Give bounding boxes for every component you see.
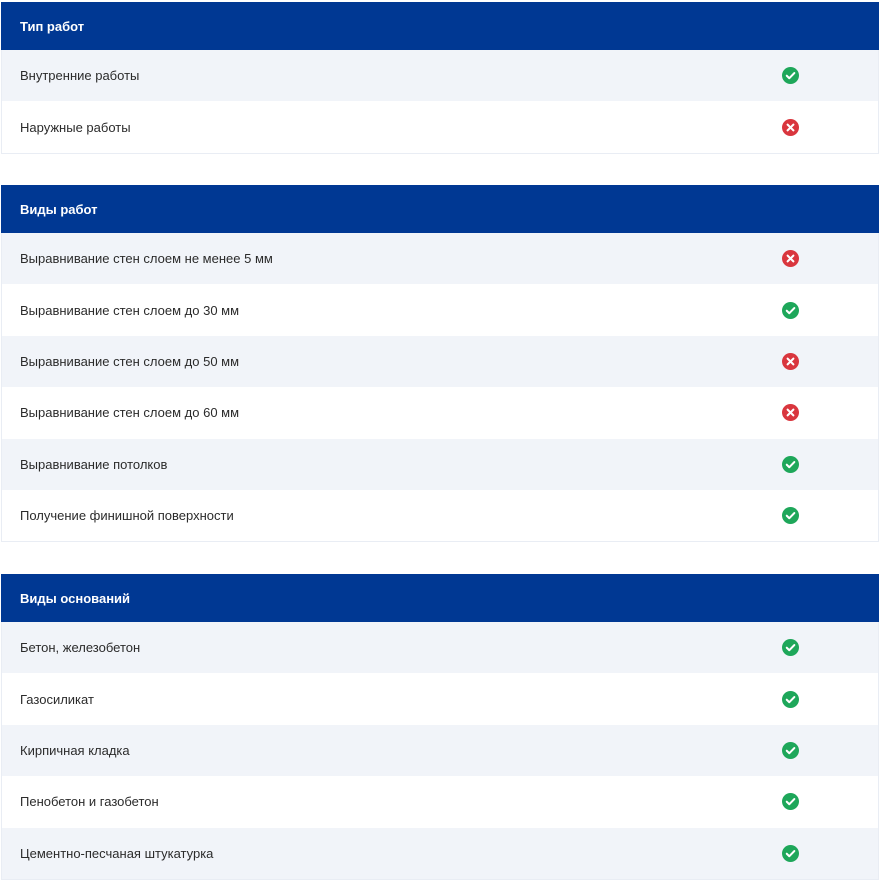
- cross-circle-icon: [781, 118, 799, 136]
- row-label: Выравнивание стен слоем до 50 мм: [20, 353, 240, 369]
- table-row: [2, 233, 878, 284]
- table-header: Виды работ: [1, 185, 879, 233]
- cross-circle-icon: [781, 404, 799, 422]
- row-label: Цементно-песчаная штукатурка: [20, 845, 214, 861]
- table-row: [2, 50, 878, 101]
- row-label: Выравнивание стен слоем до 60 мм: [20, 405, 240, 421]
- check-circle-icon: [781, 67, 799, 85]
- row-label: Газосиликат: [20, 691, 94, 707]
- row-label: Получение финишной поверхности: [20, 508, 234, 524]
- table-row: [2, 673, 878, 724]
- row-label: Выравнивание потолков: [20, 456, 168, 472]
- check-circle-icon: [781, 690, 799, 708]
- table-row: [2, 622, 878, 673]
- table-row: [2, 101, 878, 152]
- table-row: [2, 439, 878, 490]
- table-row: [2, 828, 878, 879]
- table-work-kinds: [1, 185, 879, 542]
- table-row: [2, 336, 878, 387]
- table-row: [2, 284, 878, 335]
- check-circle-icon: [781, 741, 799, 759]
- row-label: Выравнивание стен слоем до 30 мм: [20, 302, 240, 318]
- row-label: Пенобетон и газобетон: [20, 794, 159, 810]
- table-header: Тип работ: [1, 2, 879, 50]
- row-label: Кирпичная кладка: [20, 742, 130, 758]
- check-circle-icon: [781, 639, 799, 657]
- table-row: [2, 725, 878, 776]
- table-header: Виды оснований: [1, 574, 879, 622]
- check-circle-icon: [781, 507, 799, 525]
- row-label: Выравнивание стен слоем не менее 5 мм: [20, 251, 273, 267]
- table-base-kinds: [1, 574, 879, 880]
- check-circle-icon: [781, 793, 799, 811]
- table-work-type: [1, 2, 879, 154]
- row-label: Бетон, железобетон: [20, 640, 141, 656]
- row-label: Наружные работы: [20, 119, 131, 135]
- check-circle-icon: [781, 455, 799, 473]
- table-row: [2, 776, 878, 827]
- table-row: [2, 387, 878, 438]
- cross-circle-icon: [781, 250, 799, 268]
- row-label: Внутренние работы: [20, 68, 140, 84]
- cross-circle-icon: [781, 352, 799, 370]
- check-circle-icon: [781, 301, 799, 319]
- check-circle-icon: [781, 844, 799, 862]
- table-row: [2, 490, 878, 541]
